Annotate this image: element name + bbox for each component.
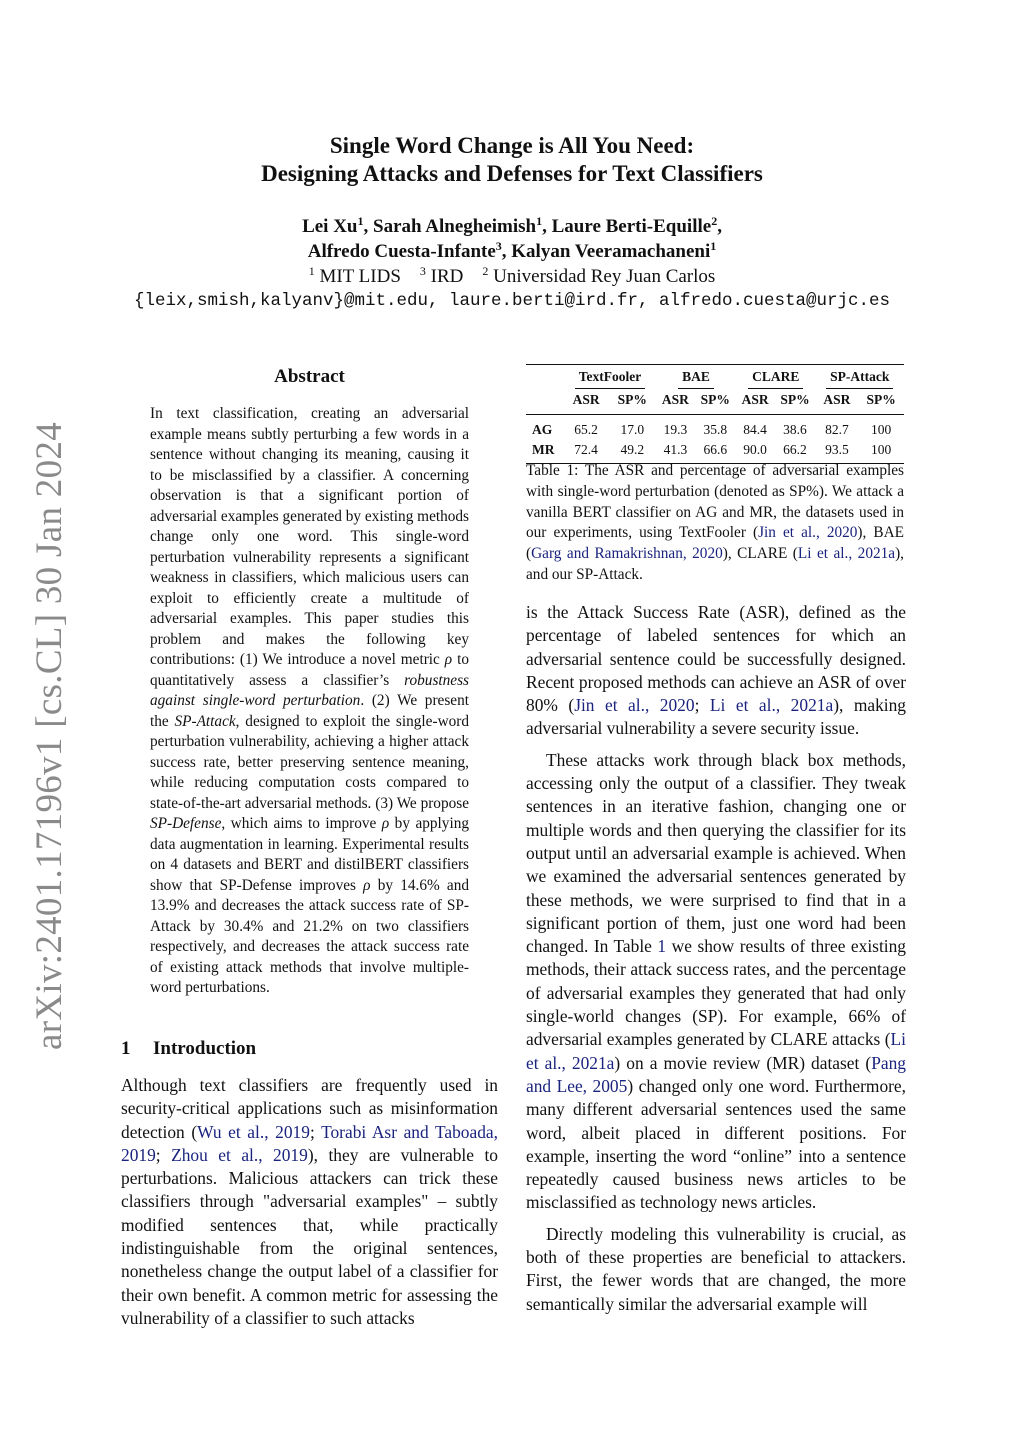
abstract-segment: by 14.6% and 13.9% and decreases the attack success rate of SP-Attack by 30.4% and 21.2% on two classifiers respectively, and decreases the attack success rate of existing attack methods that involve multiple-word perturbations.	[150, 876, 469, 996]
abstract-segment: to quantitatively assess a classifier’s	[150, 651, 469, 689]
method-header	[816, 365, 904, 390]
author-name: Alfredo Cuesta-Infante	[307, 241, 496, 262]
body-segment: Although text classifiers are frequently used in security-critical applications such as misinformation detection (	[121, 1075, 498, 1142]
paragraph	[526, 749, 906, 1215]
method-label: BAE	[678, 369, 714, 389]
body-segment: ) on a movie review (MR) dataset (	[614, 1052, 872, 1073]
arxiv-identifier: arXiv:2401.17196v1 [cs.CL] 30 Jan 2024	[29, 422, 70, 1050]
table-cell: 66.6	[703, 442, 728, 457]
author-name: Lei Xu	[302, 216, 358, 237]
paper-title	[0, 132, 1024, 188]
citation-link[interactable]: Li et al., 2021a	[797, 545, 896, 563]
row-label: AG	[532, 422, 553, 437]
section-number: 1	[121, 1038, 131, 1059]
metric-header: ASR	[816, 389, 859, 415]
citation-link[interactable]: Zhou et al., 2019	[171, 1144, 308, 1165]
affiliation-marker: 1	[536, 214, 543, 228]
table-header-methods	[526, 365, 904, 390]
table-cell: 84.4	[743, 422, 767, 437]
abstract-emphasis: SP-Attack	[174, 712, 236, 730]
method-label: CLARE	[748, 369, 803, 389]
affiliations	[0, 264, 1024, 289]
affiliation-marker: 3	[495, 239, 502, 253]
citation-link[interactable]: Torabi Asr and Taboada, 2019	[121, 1121, 498, 1165]
table-row	[526, 415, 904, 441]
introduction-text	[121, 1074, 498, 1330]
author-names-line-1	[0, 214, 1024, 239]
table-row	[526, 440, 904, 464]
abstract-emphasis: robustness against single-word perturbation	[150, 671, 469, 709]
metric-header: SP%	[774, 389, 815, 415]
method-header	[736, 365, 816, 390]
section-heading-introduction	[121, 1038, 498, 1060]
caption-segment: ), and our SP-Attack.	[526, 545, 904, 583]
author-block	[0, 214, 1024, 314]
author-name: , Sarah Alnegheimish	[363, 216, 537, 237]
citation-link[interactable]: Wu et al., 2019	[197, 1121, 310, 1142]
body-segment: is the Attack Success Rate (ASR), defined as the percentage of labeled sentences for which an adversarial sentence could be successfully designed. Recent proposed methods can achieve an ASR of over 80% (	[526, 602, 906, 716]
abstract-segment: by applying data augmentation in learning. Experimental results on 4 datasets and BERT and distilBERT classifiers show that SP-Defense improves	[150, 815, 469, 894]
body-segment: ), making adversarial vulnerability a severe security issue.	[526, 695, 906, 739]
row-label: MR	[532, 442, 555, 457]
right-column-text	[526, 601, 906, 1316]
table-cell: 100	[870, 422, 892, 437]
citation-link[interactable]: Li et al., 2021a	[526, 1029, 906, 1073]
affiliation-mit: MIT LIDS	[319, 266, 401, 287]
author-names-line-2	[0, 239, 1024, 264]
author-name: , Laure Berti-Equille	[542, 216, 712, 237]
metric-header: ASR	[656, 389, 694, 415]
method-label: TextFooler	[575, 369, 645, 389]
table-cell: 38.6	[783, 422, 807, 437]
table-cell: 41.3	[663, 442, 688, 457]
citation-link[interactable]: Garg and Ramakrishnan, 2020	[531, 545, 723, 563]
method-header	[656, 365, 736, 390]
author-name: , Kalyan Veeramachaneni	[501, 241, 711, 262]
rho-symbol: ρ	[444, 651, 453, 668]
table-cell: 17.0	[620, 422, 645, 437]
abstract-emphasis: SP-Defense	[150, 815, 222, 832]
citation-link[interactable]: Li et al., 2021a	[709, 695, 834, 716]
table-corner	[526, 389, 564, 415]
author-emails: {leix,smish,kalyanv}@mit.edu, laure.berti@ird.fr, alfredo.cuesta@urjc.es	[133, 291, 891, 311]
table-reference-link[interactable]: 1	[657, 936, 667, 957]
affiliation-marker: 3	[419, 264, 426, 278]
metric-header: SP%	[608, 389, 656, 415]
citation-link[interactable]: Jin et al., 2020	[574, 695, 695, 716]
body-segment: ;	[155, 1144, 172, 1165]
results-table-container	[526, 364, 904, 464]
table-cell: 66.2	[783, 442, 807, 457]
rho-symbol: ρ	[381, 815, 390, 832]
body-segment: we show results of three existing methods, their attack success rates, and the percentage of adversarial examples they generated that had only single-world changes (SP). For example, 66% of adversarial examples generated by CLARE attacks (	[526, 936, 907, 1050]
abstract-text	[150, 404, 469, 999]
table-cell: 90.0	[743, 442, 767, 457]
metric-header: ASR	[736, 389, 774, 415]
caption-segment: ), CLARE (	[722, 545, 798, 563]
affiliation-ird: IRD	[430, 266, 464, 287]
metric-header: SP%	[695, 389, 736, 415]
method-label: SP-Attack	[826, 369, 893, 389]
abstract-segment: In text classification, creating an adversarial example means subtly perturbing a few words in a sentence without changing its meaning, causing it to be misclassified by a classifier. A concerning observation is that a significant portion of adversarial examples generated by existing methods change only one word. This single-word perturbation vulnerability represents a significant weakness in classifiers, which malicious users can exploit to efficiently create a multitude of adversarial examples. This paper studies this problem and makes the following key contributions: (1) We introduce a novel metric	[150, 405, 470, 668]
rho-symbol: ρ	[363, 876, 371, 894]
paragraph	[526, 601, 906, 741]
abstract-segment: . (2) We present the	[150, 692, 469, 730]
body-segment: ;	[309, 1121, 322, 1142]
table-cell: 35.8	[703, 422, 728, 437]
table-cell: 49.2	[620, 442, 645, 457]
table-cell: 100	[870, 442, 892, 457]
affiliation-urjc: Universidad Rey Juan Carlos	[493, 266, 716, 287]
title-line-2: Designing Attacks and Defenses for Text Classifiers	[261, 161, 763, 186]
affiliation-marker: 1	[710, 239, 717, 253]
abstract-segment: , which aims to improve	[221, 815, 382, 832]
body-segment: ), they are vulnerable to perturbations. Malicious attackers can trick these classifiers through "adversarial examples" – subtly modified sentences that, while practically indistinguishable from the original sentences, nonetheless change the output label of a classifier for their own benefit. A common metric for assessing the vulnerability of a classifier to such attacks	[121, 1144, 498, 1328]
body-segment: ) changed only one word. Furthermore, many different adversarial sentences used the same word, albeit placed in different positions. For example, inserting the word “online” into a sentence repeatedly caused business news articles to be misclassified as technology news articles.	[526, 1075, 907, 1213]
table-corner	[526, 365, 564, 390]
author-separator: ,	[717, 216, 722, 237]
table-cell: 82.7	[825, 422, 849, 437]
affiliation-marker: 2	[711, 214, 718, 228]
affiliation-marker: 1	[357, 214, 364, 228]
caption-segment: ), BAE (	[526, 524, 904, 563]
abstract-heading: Abstract	[274, 366, 345, 387]
body-segment: ;	[694, 695, 710, 716]
citation-link[interactable]: Jin et al., 2020	[758, 524, 858, 542]
results-table	[526, 364, 904, 464]
table-header-metrics	[526, 389, 904, 415]
table-cell: 19.3	[663, 422, 688, 437]
caption-segment: Table 1: The ASR and percentage of adversarial examples with single-word perturbation (denoted as SP%). We attack a vanilla BERT classifier on AG and MR, the datasets used in our experiments, using TextFooler (	[526, 462, 904, 542]
metric-header: SP%	[858, 389, 904, 415]
body-segment: These attacks work through black box methods, accessing only the output of a classifier. They tweak sentences in an iterative fashion, changing one or multiple words and then querying the classifier for its output until an adversarial example is achieved. When we examined the adversarial sentences generated by these methods, we were surprised to find that in a significant portion of them, just one word had been changed. In Table	[526, 749, 906, 957]
table-cell: 72.4	[574, 442, 598, 457]
table-cell: 65.2	[574, 422, 598, 437]
table-cell: 93.5	[825, 442, 849, 457]
method-header	[564, 365, 656, 390]
citation-link[interactable]: Pang and Lee, 2005	[526, 1052, 906, 1096]
abstract-segment: , designed to exploit the single-word perturbation vulnerability, achieving a higher attack success rate, better preserving sentence meaning, while reducing computation costs compared to state-of-the-art adversarial methods. (3) We propose	[150, 712, 470, 812]
title-line-1: Single Word Change is All You Need:	[329, 133, 695, 158]
affiliation-marker: 1	[308, 264, 315, 278]
affiliation-marker: 2	[482, 264, 489, 278]
metric-header: ASR	[564, 389, 609, 415]
table-caption	[526, 461, 904, 586]
paragraph: Directly modeling this vulnerability is crucial, as both of these properties are beneficial to attackers. First, the fewer words that are changed, the more semantically similar the adversarial example will	[526, 1223, 906, 1314]
section-title: Introduction	[153, 1038, 257, 1059]
